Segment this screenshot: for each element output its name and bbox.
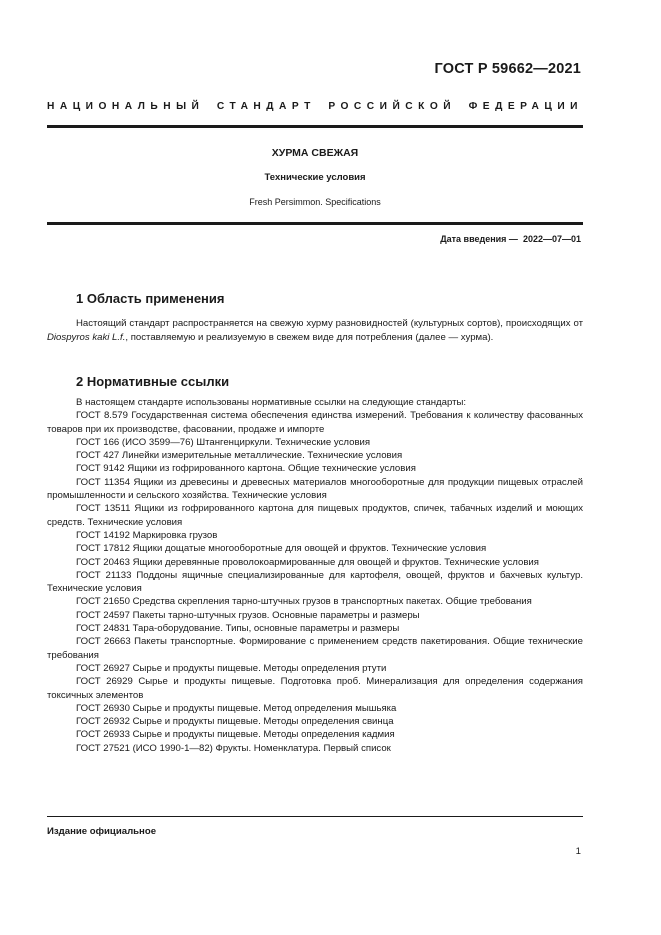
reference-item: ГОСТ 166 (ИСО 3599—76) Штангенциркули. Технические условия <box>76 436 371 448</box>
reference-item: ГОСТ 8.579 Государственная система обеспечения единства измерений. Требования к количеству фасованных товаров при их производстве, фасовании, продаже и импорте <box>47 410 583 435</box>
section-2-heading: 2 Нормативные ссылки <box>76 374 230 389</box>
introduction-date-value: 2022—07—01 <box>522 234 581 244</box>
introduction-date-label: Дата введения — <box>440 234 518 244</box>
reference-item: ГОСТ 26927 Сырье и продукты пищевые. Методы определения ртути <box>76 662 387 674</box>
reference-item: ГОСТ 21650 Средства скрепления тарно-штучных грузов в транспортных пакетах. Общие требования <box>76 596 532 608</box>
reference-item: ГОСТ 26663 Пакеты транспортные. Формирование с применением средств пакетирования. Общие технические требования <box>47 636 583 661</box>
reference-item: ГОСТ 21133 Поддоны ящичные специализированные для картофеля, овощей, фруктов и бахчевых культур. Технические условия <box>47 569 583 595</box>
title-rule <box>47 222 583 225</box>
reference-item: ГОСТ 24831 Тара-оборудование. Типы, основные параметры и размеры <box>76 623 400 635</box>
reference-item: ГОСТ 427 Линейки измерительные металлические. Технические условия <box>76 450 403 462</box>
reference-item: ГОСТ 26929 Сырье и продукты пищевые. Подготовка проб. Минерализация для определения содержания токсичных элементов <box>47 676 583 701</box>
english-title: Fresh Persimmon. Specifications <box>249 197 381 207</box>
introduction-date <box>440 234 581 244</box>
page-number: 1 <box>575 846 581 857</box>
national-standard-banner: НАЦИОНАЛЬНЫЙ СТАНДАРТ РОССИЙСКОЙ ФЕДЕРАЦИИ <box>47 101 583 112</box>
section-1-paragraph <box>47 317 583 344</box>
reference-item: ГОСТ 26932 Сырье и продукты пищевые. Методы определения свинца <box>76 716 394 728</box>
reference-item: ГОСТ 26930 Сырье и продукты пищевые. Метод определения мышьяка <box>76 702 397 714</box>
top-rule <box>47 125 583 128</box>
footer-rule <box>47 816 583 817</box>
reference-item: ГОСТ 9142 Ящики из гофрированного картона. Общие технические условия <box>76 463 416 475</box>
standard-code: ГОСТ Р 59662—2021 <box>434 61 581 77</box>
reference-item: ГОСТ 11354 Ящики из древесины и древесных материалов многооборотные для продукции пищевых отраслей промышленности и сельского хозяйства. Технические условия <box>47 476 583 502</box>
scope-text-end: , поставляемую и реализуемую в свежем виде для потребления (далее — хурма). <box>125 331 494 343</box>
species-name: Diospyros kaki L.f. <box>47 331 126 343</box>
document-subtitle: Технические условия <box>264 172 366 183</box>
reference-item: ГОСТ 24597 Пакеты тарно-штучных грузов. Основные параметры и размеры <box>76 609 420 621</box>
references-list <box>47 396 583 755</box>
reference-item: ГОСТ 27521 (ИСО 1990-1—82) Фрукты. Номенклатура. Первый список <box>76 742 391 754</box>
section-1-heading: 1 Область применения <box>76 291 225 306</box>
reference-item: ГОСТ 14192 Маркировка грузов <box>76 529 218 541</box>
reference-item: ГОСТ 20463 Ящики деревянные проволокоармированные для овощей и фруктов. Технические условия <box>76 556 539 568</box>
document-title: ХУРМА СВЕЖАЯ <box>271 147 359 159</box>
reference-item: ГОСТ 13511 Ящики из гофрированного картона для пищевых продуктов, спичек, табачных изделий и моющих средств. Технические условия <box>47 503 583 528</box>
references-intro: В настоящем стандарте использованы нормативные ссылки на следующие стандарты: <box>76 397 467 408</box>
scope-text-start: Настоящий стандарт распространяется на свежую хурму разновидностей (культурных сортов), происходящих от <box>76 318 583 329</box>
reference-item: ГОСТ 26933 Сырье и продукты пищевые. Методы определения кадмия <box>76 729 395 741</box>
reference-item: ГОСТ 17812 Ящики дощатые многооборотные для овощей и фруктов. Технические условия <box>76 543 487 555</box>
official-edition-label: Издание официальное <box>47 826 157 837</box>
